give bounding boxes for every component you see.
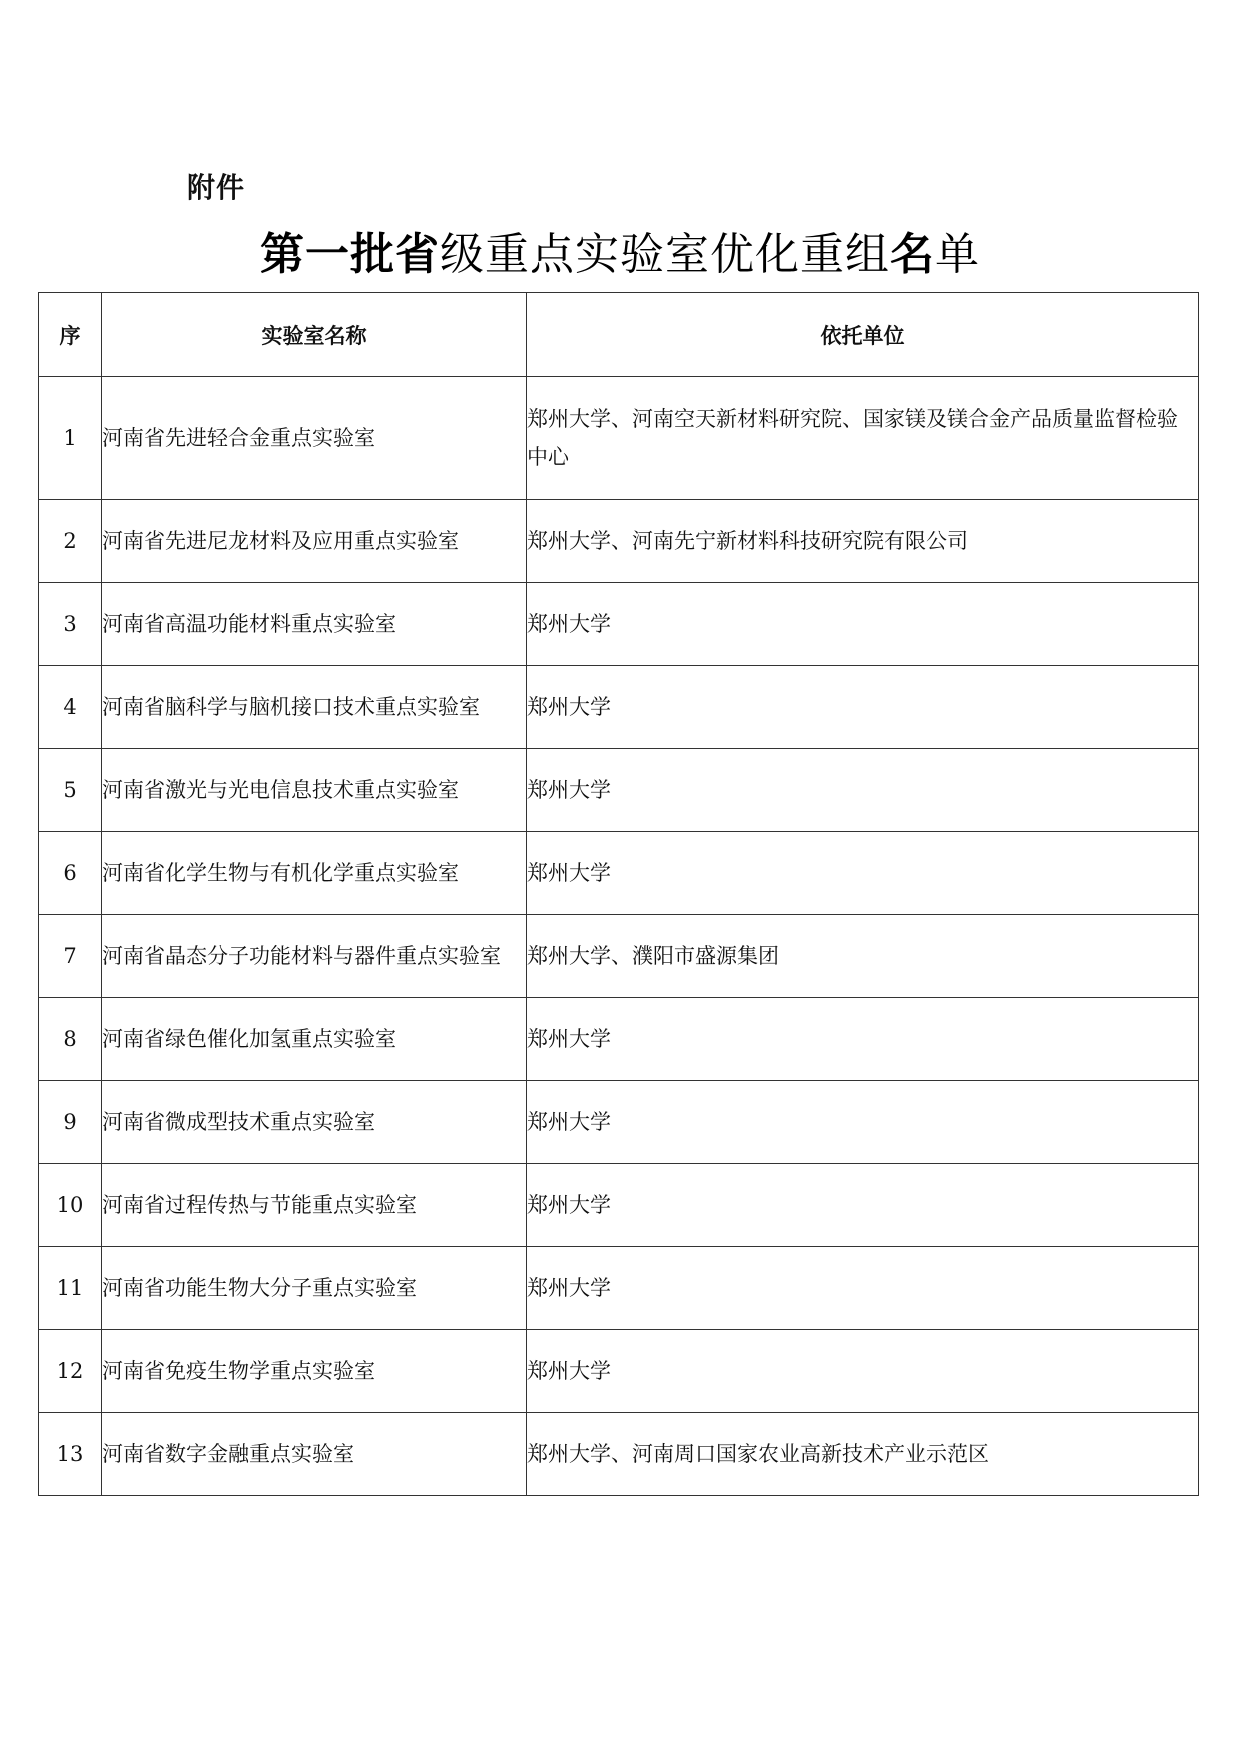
row-seq: 8	[39, 998, 102, 1081]
row-host-unit: 郑州大学	[527, 749, 1199, 832]
row-lab-name: 河南省激光与光电信息技术重点实验室	[102, 749, 527, 832]
table-row	[39, 915, 1199, 998]
table-row	[39, 583, 1199, 666]
row-lab-name: 河南省化学生物与有机化学重点实验室	[102, 832, 527, 915]
row-seq: 4	[39, 666, 102, 749]
table-row	[39, 1247, 1199, 1330]
attachment-label: 附件	[187, 171, 246, 204]
row-seq: 5	[39, 749, 102, 832]
table-row	[39, 377, 1199, 500]
row-lab-name: 河南省先进尼龙材料及应用重点实验室	[102, 500, 527, 583]
header-seq: 序	[39, 293, 102, 377]
row-host-unit: 郑州大学	[527, 583, 1199, 666]
row-host-unit: 郑州大学	[527, 1081, 1199, 1164]
row-seq: 3	[39, 583, 102, 666]
row-seq: 10	[39, 1164, 102, 1247]
row-lab-name: 河南省免疫生物学重点实验室	[102, 1330, 527, 1413]
row-seq: 9	[39, 1081, 102, 1164]
row-host-unit: 郑州大学、濮阳市盛源集团	[527, 915, 1199, 998]
row-lab-name: 河南省晶态分子功能材料与器件重点实验室	[102, 915, 527, 998]
table-row	[39, 1413, 1199, 1496]
table-row	[39, 1330, 1199, 1413]
row-seq: 12	[39, 1330, 102, 1413]
title-bold-end: 名	[890, 229, 935, 280]
row-lab-name: 河南省数字金融重点实验室	[102, 1413, 527, 1496]
row-lab-name: 河南省微成型技术重点实验室	[102, 1081, 527, 1164]
row-host-unit: 郑州大学、河南先宁新材料科技研究院有限公司	[527, 500, 1199, 583]
row-lab-name: 河南省先进轻合金重点实验室	[102, 377, 527, 500]
table-row	[39, 500, 1199, 583]
row-host-unit: 郑州大学、河南周口国家农业高新技术产业示范区	[527, 1413, 1199, 1496]
title-regular-end: 单	[935, 229, 980, 280]
row-host-unit: 郑州大学	[527, 1330, 1199, 1413]
header-unit: 依托单位	[527, 293, 1199, 377]
row-lab-name: 河南省功能生物大分子重点实验室	[102, 1247, 527, 1330]
table-row	[39, 832, 1199, 915]
row-seq: 13	[39, 1413, 102, 1496]
row-lab-name: 河南省脑科学与脑机接口技术重点实验室	[102, 666, 527, 749]
row-seq: 6	[39, 832, 102, 915]
row-seq: 2	[39, 500, 102, 583]
table-row	[39, 1081, 1199, 1164]
row-host-unit: 郑州大学	[527, 1247, 1199, 1330]
table-row	[39, 998, 1199, 1081]
row-seq: 7	[39, 915, 102, 998]
row-host-unit: 郑州大学	[527, 666, 1199, 749]
title-bold-start: 第一批省	[260, 229, 440, 280]
title-regular: 级重点实验室优化重组	[440, 229, 890, 280]
row-host-unit: 郑州大学	[527, 998, 1199, 1081]
row-host-unit: 郑州大学、河南空天新材料研究院、国家镁及镁合金产品质量监督检验中心	[527, 377, 1199, 500]
row-lab-name: 河南省绿色催化加氢重点实验室	[102, 998, 527, 1081]
row-host-unit: 郑州大学	[527, 832, 1199, 915]
row-seq: 11	[39, 1247, 102, 1330]
row-host-unit: 郑州大学	[527, 1164, 1199, 1247]
table-row	[39, 1164, 1199, 1247]
row-lab-name: 河南省高温功能材料重点实验室	[102, 583, 527, 666]
table-row	[39, 666, 1199, 749]
table-row	[39, 749, 1199, 832]
row-lab-name: 河南省过程传热与节能重点实验室	[102, 1164, 527, 1247]
document-title	[0, 218, 1240, 282]
row-seq: 1	[39, 377, 102, 500]
table-header-row	[39, 293, 1199, 377]
laboratory-table	[38, 292, 1199, 1496]
header-name: 实验室名称	[102, 293, 527, 377]
